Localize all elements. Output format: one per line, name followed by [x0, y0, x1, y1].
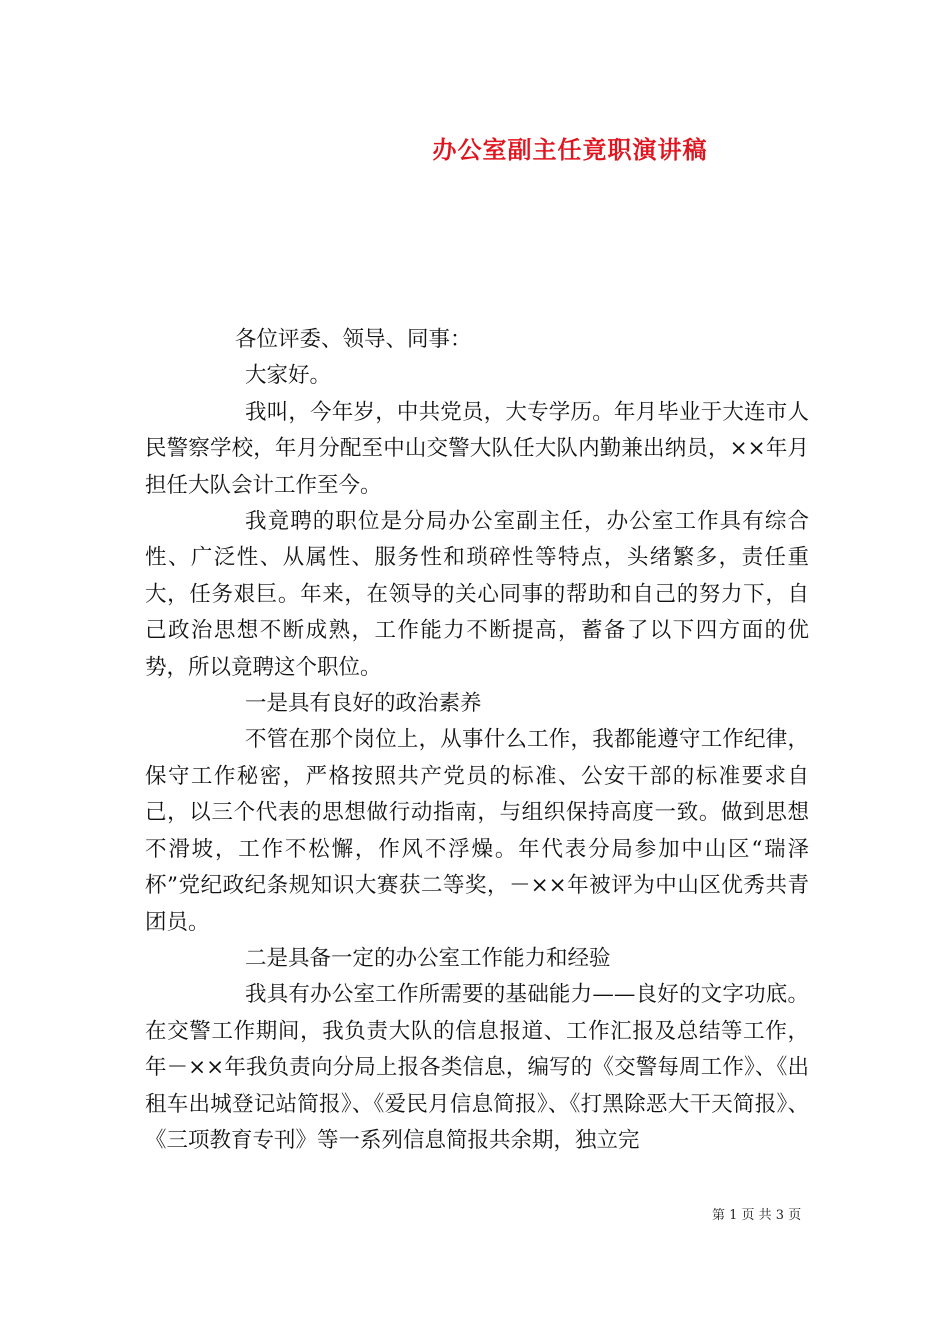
- paragraph-political: 不管在那个岗位上，从事什么工作，我都能遵守工作纪律，保守工作秘密，严格按照共产党员的标准、公安干部的标准要求自己，以三个代表的思想做行动指南，与组织保持高度一致。做到思想不滑坡，工作不松懈，作风不浮燥。年代表分局参加中山区“瑞泽杯”党纪政纪条规知识大赛获二等奖，－××年被评为中山区优秀共青团员。: [145, 727, 809, 935]
- section-heading-1: 一是具有良好的政治素养: [245, 691, 482, 717]
- greeting: 大家好。: [245, 363, 332, 389]
- page-indicator: 第 1 页 共 3 页: [712, 1208, 802, 1223]
- document-title: 办公室副主任竟职演讲稿: [432, 135, 708, 164]
- salutation: 各位评委、领导、同事：: [235, 327, 472, 352]
- paragraph-experience: 我具有办公室工作所需要的基础能力——良好的文字功底。在交警工作期间，我负责大队的信息报道、工作汇报及总结等工作，年－××年我负责向分局上报各类信息，编写的《交警每周工作》、《出租车出城登记站简报》、《爱民月信息简报》、《打黑除恶大干天简报》、《三项教育专刊》等一系列信息简报共余期，独立完: [145, 982, 809, 1153]
- document-body: [145, 322, 809, 1159]
- paragraph-intro: 我叫，今年岁，中共党员，大专学历。年月毕业于大连市人民警察学校，年月分配至中山交警大队任大队内勤兼出纳员，××年月担任大队会计工作至今。: [145, 399, 809, 498]
- paragraph-position: 我竟聘的职位是分局办公室副主任，办公室工作具有综合性、广泛性、从属性、服务性和琐碎性等特点，头绪繁多，责任重大，任务艰巨。年来，在领导的关心同事的帮助和自己的努力下，自己政治思想不断成熟，工作能力不断提高，蓄备了以下四方面的优势，所以竟聘这个职位。: [145, 509, 809, 680]
- section-heading-2: 二是具备一定的办公室工作能力和经验: [245, 945, 611, 971]
